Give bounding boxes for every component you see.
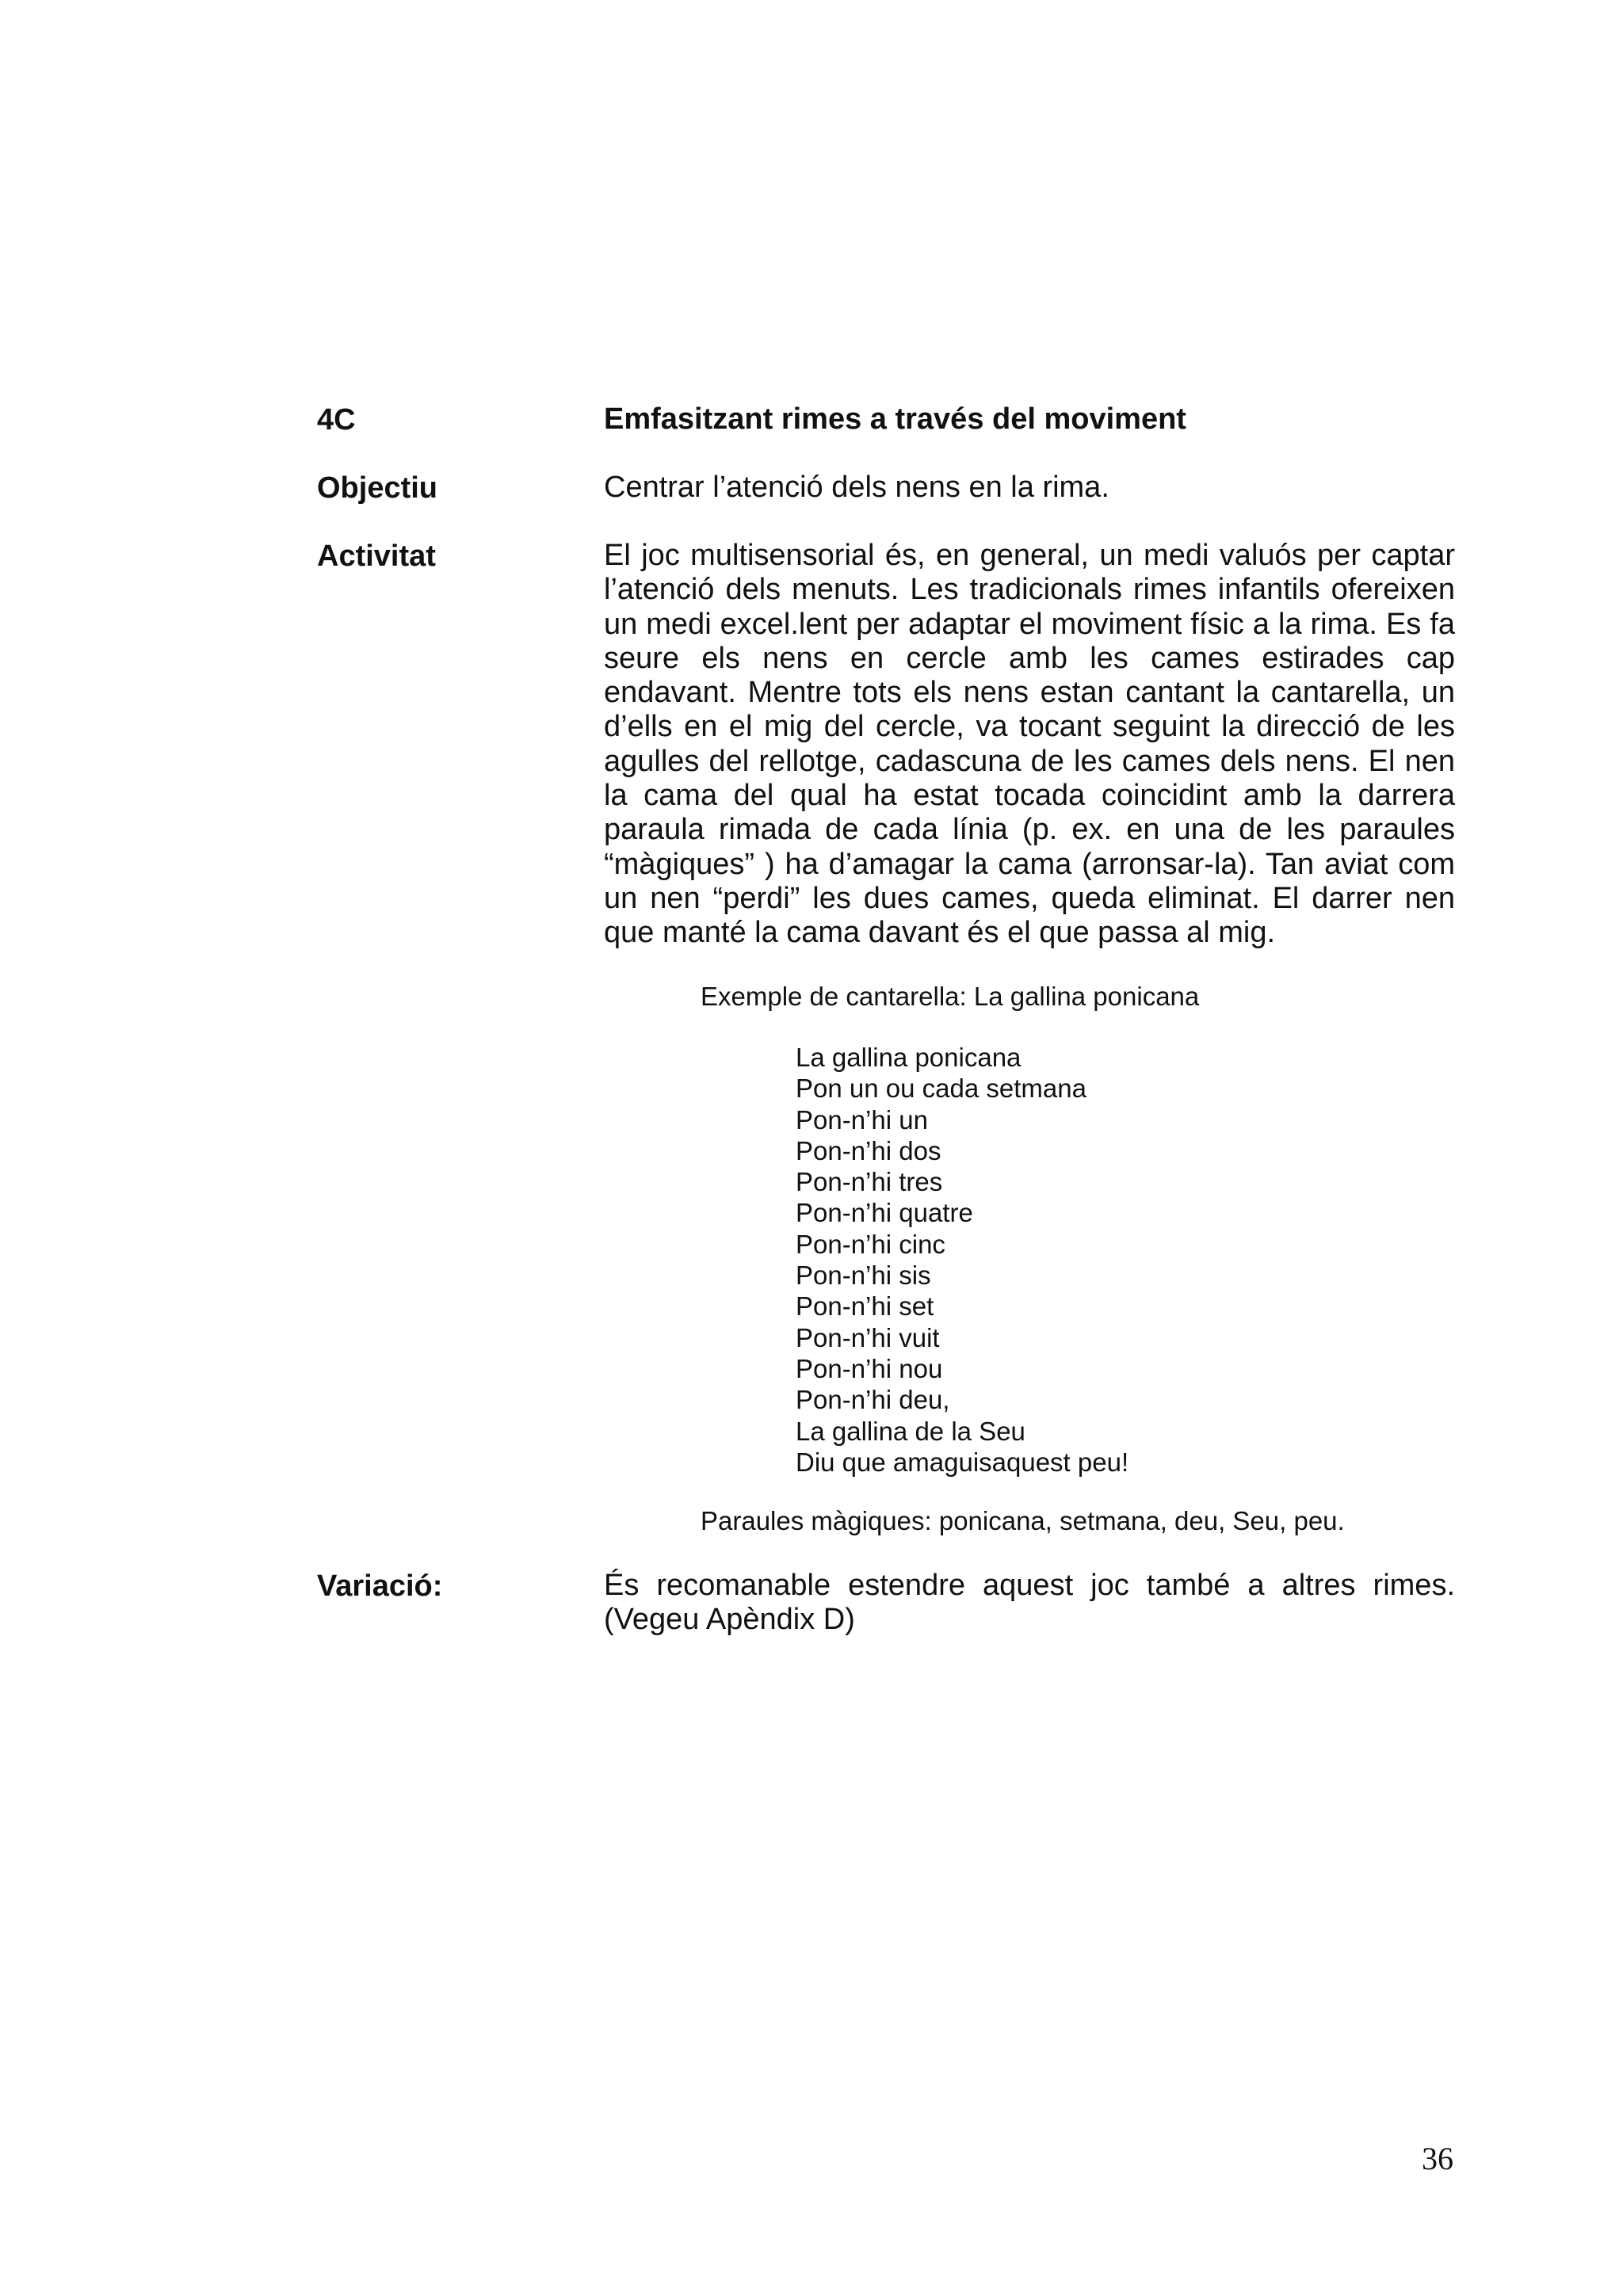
poem-line: Pon-n’hi cinc <box>796 1229 945 1259</box>
activity-text: El joc multisensorial és, en general, un medi valuós per captar l’atenció dels menuts. Les tradicionals rimes infantils ofereixen un medi excel.lent per adaptar el moviment físic a la rima. Es fa seure els nens en cercle amb les cames estirades cap endavant. Mentre tots els nens estan cantant la cantarella, un d’ells en el mig del cercle, va tocant seguint la direcció de les agulles del rellotge, cadascuna de les cames dels nens. El nen la cama del qual ha estat tocada coincidint amb la darrera paraula rimada de cada línia (p. ex. en una de les paraules “màgiques” ) ha d’amagar la cama (arronsar-la). Tan aviat com un nen “perdi” les dues cames, queda eliminat. El darrer nen que manté la cama davant és el que passa al mig. <box>604 539 1455 950</box>
objective-label: Objectiu <box>317 471 438 505</box>
poem-line: Pon-n’hi deu, <box>796 1385 950 1415</box>
poem-line: La gallina ponicana <box>796 1043 1022 1072</box>
poem-line: Pon-n’hi set <box>796 1291 934 1322</box>
variation-text: És recomanable estendre aquest joc també a altres rimes. (Vegeu Apèndix D) <box>604 1569 1455 1637</box>
poem-line: Pon-n’hi tres <box>796 1167 943 1197</box>
poem-line: Pon-n’hi un <box>796 1104 928 1135</box>
section-code: 4C <box>317 403 356 437</box>
poem-line: Pon-n’hi nou <box>796 1353 943 1383</box>
poem-line: Pon-n’hi sis <box>796 1261 931 1291</box>
magic-words: Paraules màgiques: ponicana, setmana, deu, Seu, peu. <box>701 1506 1345 1535</box>
objective-text: Centrar l’atenció dels nens en la rima. <box>604 471 1109 504</box>
page-number: 36 <box>1422 2141 1453 2176</box>
poem-line: Pon un ou cada setmana <box>796 1074 1086 1104</box>
variation-label: Variació: <box>317 1569 443 1603</box>
section-title: Emfasitzant rimes a través del moviment <box>604 402 1186 436</box>
poem-line: La gallina de la Seu <box>796 1416 1025 1446</box>
example-title: Exemple de cantarella: La gallina ponicana <box>701 982 1200 1011</box>
poem-lines <box>796 1042 1128 1478</box>
poem-line: Diu que amaguisaquest peu! <box>796 1447 1129 1477</box>
poem-line: Pon-n’hi dos <box>796 1135 941 1165</box>
activity-label: Activitat <box>317 540 436 573</box>
poem-line: Pon-n’hi vuit <box>796 1322 940 1352</box>
poem-line: Pon-n’hi quatre <box>796 1198 973 1228</box>
